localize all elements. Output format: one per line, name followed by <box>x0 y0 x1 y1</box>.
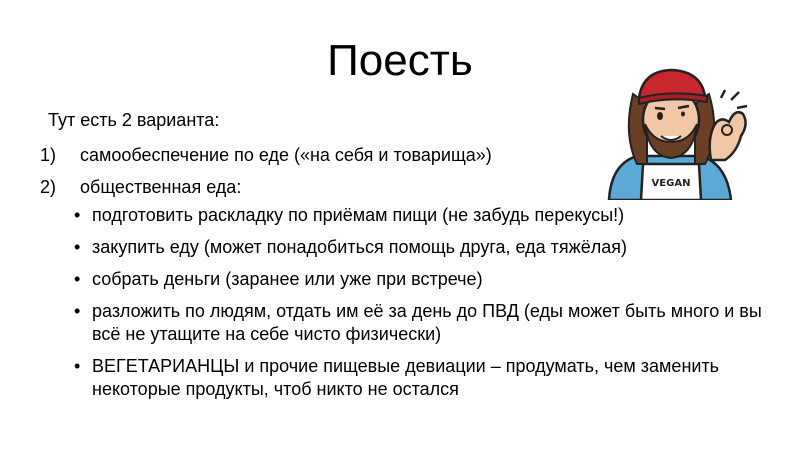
apron-label: VEGAN <box>651 178 691 189</box>
bullet-marker: • <box>74 301 81 321</box>
bullet-marker: • <box>74 356 81 376</box>
numbered-marker: 1) <box>40 145 57 165</box>
list-item <box>74 236 774 259</box>
intro-text: Тут есть 2 варианта: <box>48 110 220 130</box>
list-item-text: ВЕГЕТАРИАНЦЫ и прочие пищевые девиации – продумать, чем заменить некоторые продукты, чтоб никто не остался <box>92 356 720 399</box>
list-item <box>74 355 774 401</box>
bullet-marker: • <box>74 237 81 257</box>
list-item <box>74 204 774 227</box>
list-item-text: собрать деньги (заранее или уже при встрече) <box>92 269 483 289</box>
vegan-chef-sticker-icon <box>603 64 751 200</box>
numbered-text: общественная еда: <box>80 177 242 197</box>
numbered-marker: 2) <box>40 177 57 197</box>
list-item-text: подготовить раскладку по приёмам пищи (не забудь перекусы!) <box>92 205 625 225</box>
bullet-list <box>74 204 774 410</box>
list-item-text: разложить по людям, отдать им её за день до ПВД (еды может быть много и вы всё не утащите на себе чисто физически) <box>92 301 762 344</box>
numbered-text: самообеспечение по еде («на себя и товарища») <box>80 145 492 165</box>
bullet-marker: • <box>74 205 81 225</box>
slide-title: Поесть <box>327 36 473 85</box>
list-item-text: закупить еду (может понадобиться помощь друга, еда тяжёлая) <box>92 237 627 257</box>
list-item <box>74 300 774 346</box>
list-item <box>74 268 774 291</box>
bullet-marker: • <box>74 269 81 289</box>
